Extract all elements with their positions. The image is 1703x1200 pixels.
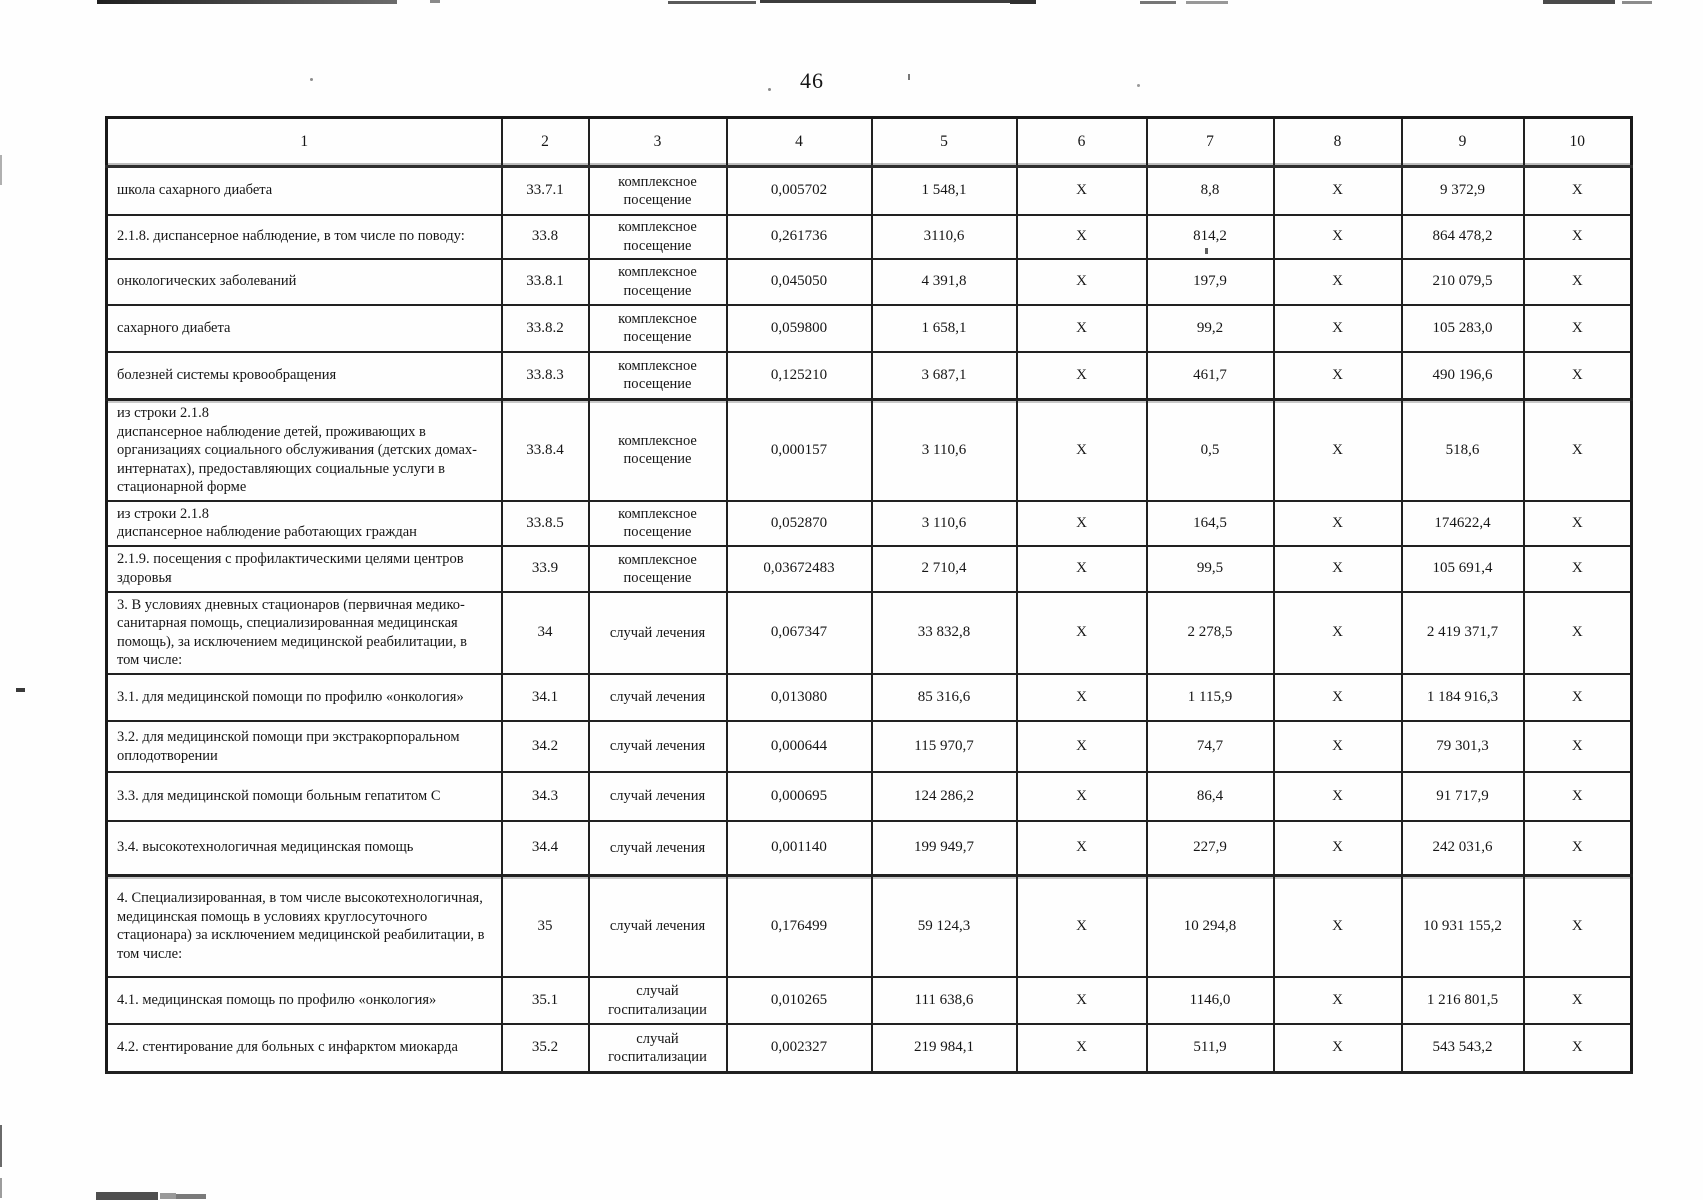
column-header: 5 bbox=[872, 118, 1017, 167]
data-cell: 34.1 bbox=[502, 674, 589, 721]
data-cell: комплексное посещение bbox=[589, 400, 727, 501]
data-cell: 0,000695 bbox=[727, 772, 872, 821]
scan-artifact bbox=[1140, 1, 1176, 4]
data-cell: 174622,4 bbox=[1402, 501, 1524, 546]
data-cell: 1 658,1 bbox=[872, 305, 1017, 352]
scan-artifact bbox=[1137, 84, 1140, 87]
data-cell: случай госпитализации bbox=[589, 977, 727, 1024]
scan-artifact bbox=[1010, 0, 1036, 4]
scan-artifact bbox=[1622, 1, 1652, 4]
data-cell: 210 079,5 bbox=[1402, 259, 1524, 305]
data-cell: 242 031,6 bbox=[1402, 821, 1524, 875]
data-cell: 0,03672483 bbox=[727, 546, 872, 592]
data-cell: X bbox=[1017, 674, 1147, 721]
data-cell: 461,7 bbox=[1147, 352, 1274, 400]
data-cell: X bbox=[1274, 674, 1402, 721]
data-cell: 1 184 916,3 bbox=[1402, 674, 1524, 721]
data-cell: 2 419 371,7 bbox=[1402, 592, 1524, 674]
data-cell: 0,052870 bbox=[727, 501, 872, 546]
data-cell: 199 949,7 bbox=[872, 821, 1017, 875]
row-label-cell: 3.2. для медицинской помощи при экстракорпоральном оплодотворении bbox=[107, 721, 502, 772]
data-cell: X bbox=[1524, 821, 1632, 875]
column-header: 9 bbox=[1402, 118, 1524, 167]
data-cell: 10 294,8 bbox=[1147, 875, 1274, 977]
data-cell: X bbox=[1274, 400, 1402, 501]
table-row bbox=[107, 305, 1632, 352]
column-header: 8 bbox=[1274, 118, 1402, 167]
data-cell: 74,7 bbox=[1147, 721, 1274, 772]
scan-artifact bbox=[96, 1192, 158, 1200]
data-cell: 33.8.4 bbox=[502, 400, 589, 501]
scan-artifact bbox=[97, 0, 397, 4]
scan-artifact bbox=[668, 1, 756, 4]
scan-artifact bbox=[760, 0, 1032, 3]
data-cell: 0,013080 bbox=[727, 674, 872, 721]
scan-artifact bbox=[0, 1178, 2, 1198]
scan-artifact bbox=[160, 1193, 176, 1199]
data-cell: 0,010265 bbox=[727, 977, 872, 1024]
data-cell: X bbox=[1524, 772, 1632, 821]
data-cell: 518,6 bbox=[1402, 400, 1524, 501]
data-cell: X bbox=[1524, 875, 1632, 977]
data-cell: X bbox=[1017, 167, 1147, 215]
column-header: 6 bbox=[1017, 118, 1147, 167]
data-cell: 0,002327 bbox=[727, 1024, 872, 1072]
table-row bbox=[107, 772, 1632, 821]
data-cell: 105 283,0 bbox=[1402, 305, 1524, 352]
data-cell: 0,045050 bbox=[727, 259, 872, 305]
data-cell: X bbox=[1524, 592, 1632, 674]
column-header: 2 bbox=[502, 118, 589, 167]
data-cell: X bbox=[1274, 592, 1402, 674]
data-cell: X bbox=[1274, 977, 1402, 1024]
table-row bbox=[107, 674, 1632, 721]
scan-artifact bbox=[430, 0, 440, 3]
data-cell: 33.8.2 bbox=[502, 305, 589, 352]
table-header bbox=[107, 118, 1632, 167]
row-label-cell: 3.1. для медицинской помощи по профилю «онкология» bbox=[107, 674, 502, 721]
data-cell: 0,125210 bbox=[727, 352, 872, 400]
table-row bbox=[107, 546, 1632, 592]
data-cell: X bbox=[1524, 167, 1632, 215]
row-label-cell: 4. Специализированная, в том числе высокотехнологичная, медицинская помощь в условиях круглосуточного стационара) за исключением медицинской реабилитации, в том числе: bbox=[107, 875, 502, 977]
data-cell: 3 110,6 bbox=[872, 501, 1017, 546]
data-cell: X bbox=[1017, 772, 1147, 821]
data-cell: 124 286,2 bbox=[872, 772, 1017, 821]
scan-artifact bbox=[1186, 1, 1228, 4]
row-label-cell: онкологических заболеваний bbox=[107, 259, 502, 305]
data-cell: 33.8.3 bbox=[502, 352, 589, 400]
data-cell: 35.2 bbox=[502, 1024, 589, 1072]
data-cell: случай лечения bbox=[589, 821, 727, 875]
data-cell: X bbox=[1524, 305, 1632, 352]
data-cell: X bbox=[1017, 501, 1147, 546]
data-cell: случай лечения bbox=[589, 875, 727, 977]
row-label-cell: 3. В условиях дневных стационаров (первичная медико-санитарная помощь, специализированная медицинская помощь), за исключением медицинской реабилитации, в том числе: bbox=[107, 592, 502, 674]
data-cell: 33.8 bbox=[502, 215, 589, 259]
data-cell: случай лечения bbox=[589, 592, 727, 674]
data-cell: комплексное посещение bbox=[589, 501, 727, 546]
table-row bbox=[107, 592, 1632, 674]
table-row bbox=[107, 167, 1632, 215]
data-cell: 2 278,5 bbox=[1147, 592, 1274, 674]
data-cell: 105 691,4 bbox=[1402, 546, 1524, 592]
data-cell: 85 316,6 bbox=[872, 674, 1017, 721]
data-cell: X bbox=[1017, 977, 1147, 1024]
data-cell: X bbox=[1524, 721, 1632, 772]
data-cell: X bbox=[1524, 674, 1632, 721]
data-cell: 0,059800 bbox=[727, 305, 872, 352]
data-cell: 0,261736 bbox=[727, 215, 872, 259]
data-cell: X bbox=[1524, 215, 1632, 259]
data-cell: 34 bbox=[502, 592, 589, 674]
data-cell: X bbox=[1274, 821, 1402, 875]
data-cell: X bbox=[1274, 305, 1402, 352]
data-cell: 511,9 bbox=[1147, 1024, 1274, 1072]
data-cell: 0,067347 bbox=[727, 592, 872, 674]
data-cell: 10 931 155,2 bbox=[1402, 875, 1524, 977]
data-cell: 164,5 bbox=[1147, 501, 1274, 546]
data-cell: 1 216 801,5 bbox=[1402, 977, 1524, 1024]
table-row bbox=[107, 215, 1632, 259]
data-cell: X bbox=[1274, 501, 1402, 546]
data-cell: комплексное посещение bbox=[589, 546, 727, 592]
table-row bbox=[107, 977, 1632, 1024]
data-cell: 33.8.1 bbox=[502, 259, 589, 305]
data-cell: 814,2 bbox=[1147, 215, 1274, 259]
data-cell: X bbox=[1017, 400, 1147, 501]
scan-artifact bbox=[16, 688, 25, 692]
data-cell: X bbox=[1017, 821, 1147, 875]
data-cell: 1146,0 bbox=[1147, 977, 1274, 1024]
data-cell: 543 543,2 bbox=[1402, 1024, 1524, 1072]
table-body bbox=[107, 167, 1632, 1073]
table-row bbox=[107, 259, 1632, 305]
data-cell: 35.1 bbox=[502, 977, 589, 1024]
data-cell: 0,001140 bbox=[727, 821, 872, 875]
data-cell: 1 115,9 bbox=[1147, 674, 1274, 721]
data-cell: 34.4 bbox=[502, 821, 589, 875]
data-cell: 0,000157 bbox=[727, 400, 872, 501]
scan-artifact bbox=[0, 155, 2, 185]
data-cell: X bbox=[1524, 259, 1632, 305]
data-cell: X bbox=[1017, 1024, 1147, 1072]
data-cell: случай лечения bbox=[589, 772, 727, 821]
data-cell: 0,5 bbox=[1147, 400, 1274, 501]
data-cell: 34.3 bbox=[502, 772, 589, 821]
table-row bbox=[107, 821, 1632, 875]
table-row bbox=[107, 400, 1632, 501]
row-label-cell: болезней системы кровообращения bbox=[107, 352, 502, 400]
data-cell: 115 970,7 bbox=[872, 721, 1017, 772]
data-cell: 35 bbox=[502, 875, 589, 977]
data-cell: X bbox=[1017, 215, 1147, 259]
row-label-cell: 2.1.9. посещения с профилактическими целями центров здоровья bbox=[107, 546, 502, 592]
data-cell: 2 710,4 bbox=[872, 546, 1017, 592]
data-cell: X bbox=[1017, 352, 1147, 400]
data-cell: случай лечения bbox=[589, 674, 727, 721]
data-cell: X bbox=[1274, 167, 1402, 215]
table-row bbox=[107, 1024, 1632, 1072]
data-cell: X bbox=[1524, 1024, 1632, 1072]
data-cell: 219 984,1 bbox=[872, 1024, 1017, 1072]
data-cell: X bbox=[1274, 875, 1402, 977]
row-label-cell: из строки 2.1.8 диспансерное наблюдение детей, проживающих в организациях социального обслуживания (детских домах-интернатах), предоставляющих социальные услуги в стационарной форме bbox=[107, 400, 502, 501]
scan-artifact bbox=[908, 74, 910, 80]
column-header: 7 bbox=[1147, 118, 1274, 167]
data-cell: X bbox=[1017, 721, 1147, 772]
data-cell: 4 391,8 bbox=[872, 259, 1017, 305]
data-cell: комплексное посещение bbox=[589, 259, 727, 305]
data-cell: X bbox=[1524, 546, 1632, 592]
row-label-cell: 3.3. для медицинской помощи больным гепатитом С bbox=[107, 772, 502, 821]
data-cell: комплексное посещение bbox=[589, 167, 727, 215]
data-cell: 33.7.1 bbox=[502, 167, 589, 215]
table-row bbox=[107, 501, 1632, 546]
row-label-cell: 2.1.8. диспансерное наблюдение, в том числе по поводу: bbox=[107, 215, 502, 259]
row-label-cell: сахарного диабета bbox=[107, 305, 502, 352]
data-cell: 86,4 bbox=[1147, 772, 1274, 821]
data-cell: X bbox=[1524, 501, 1632, 546]
data-cell: X bbox=[1017, 875, 1147, 977]
header-row bbox=[107, 118, 1632, 167]
data-cell: 59 124,3 bbox=[872, 875, 1017, 977]
data-cell: 227,9 bbox=[1147, 821, 1274, 875]
data-cell: 91 717,9 bbox=[1402, 772, 1524, 821]
data-cell: 197,9 bbox=[1147, 259, 1274, 305]
column-header: 1 bbox=[107, 118, 502, 167]
data-cell: 0,000644 bbox=[727, 721, 872, 772]
data-cell: комплексное посещение bbox=[589, 215, 727, 259]
column-header: 3 bbox=[589, 118, 727, 167]
table-row bbox=[107, 352, 1632, 400]
data-cell: X bbox=[1524, 400, 1632, 501]
data-cell: X bbox=[1274, 259, 1402, 305]
scan-artifact bbox=[768, 88, 771, 91]
data-cell: 0,005702 bbox=[727, 167, 872, 215]
data-cell: 1 548,1 bbox=[872, 167, 1017, 215]
data-cell: 33.9 bbox=[502, 546, 589, 592]
data-cell: 79 301,3 bbox=[1402, 721, 1524, 772]
scan-artifact bbox=[1543, 0, 1615, 4]
row-label-cell: 4.1. медицинская помощь по профилю «онкология» bbox=[107, 977, 502, 1024]
data-cell: X bbox=[1274, 546, 1402, 592]
data-cell: 9 372,9 bbox=[1402, 167, 1524, 215]
data-cell: 0,176499 bbox=[727, 875, 872, 977]
scan-artifact bbox=[310, 78, 313, 81]
data-cell: X bbox=[1017, 592, 1147, 674]
data-cell: 111 638,6 bbox=[872, 977, 1017, 1024]
data-cell: случай лечения bbox=[589, 721, 727, 772]
table-row bbox=[107, 721, 1632, 772]
row-label-cell: 3.4. высокотехнологичная медицинская помощь bbox=[107, 821, 502, 875]
column-header: 4 bbox=[727, 118, 872, 167]
data-cell: 99,2 bbox=[1147, 305, 1274, 352]
tariff-table bbox=[105, 116, 1633, 1074]
data-cell: X bbox=[1017, 546, 1147, 592]
column-header: 10 bbox=[1524, 118, 1632, 167]
data-cell: 490 196,6 bbox=[1402, 352, 1524, 400]
data-cell: комплексное посещение bbox=[589, 352, 727, 400]
data-cell: X bbox=[1274, 352, 1402, 400]
row-label-cell: школа сахарного диабета bbox=[107, 167, 502, 215]
data-cell: 864 478,2 bbox=[1402, 215, 1524, 259]
data-cell: 33 832,8 bbox=[872, 592, 1017, 674]
data-cell: X bbox=[1017, 305, 1147, 352]
page-number: 46 bbox=[800, 68, 824, 93]
data-cell: 33.8.5 bbox=[502, 501, 589, 546]
data-cell: X bbox=[1274, 721, 1402, 772]
scan-artifact bbox=[176, 1194, 206, 1199]
data-cell: X bbox=[1274, 1024, 1402, 1072]
data-cell: 3110,6 bbox=[872, 215, 1017, 259]
data-cell: X bbox=[1017, 259, 1147, 305]
data-cell: X bbox=[1524, 352, 1632, 400]
scan-artifact bbox=[0, 1125, 2, 1167]
data-cell: X bbox=[1524, 977, 1632, 1024]
data-cell: 3 110,6 bbox=[872, 400, 1017, 501]
data-cell: X bbox=[1274, 772, 1402, 821]
row-label-cell: из строки 2.1.8 диспансерное наблюдение работающих граждан bbox=[107, 501, 502, 546]
data-cell: 8,8 bbox=[1147, 167, 1274, 215]
row-label-cell: 4.2. стентирование для больных с инфарктом миокарда bbox=[107, 1024, 502, 1072]
data-cell: 3 687,1 bbox=[872, 352, 1017, 400]
table-row bbox=[107, 875, 1632, 977]
data-cell: случай госпитализации bbox=[589, 1024, 727, 1072]
data-cell: 34.2 bbox=[502, 721, 589, 772]
data-cell: 99,5 bbox=[1147, 546, 1274, 592]
data-cell: X bbox=[1274, 215, 1402, 259]
data-cell: комплексное посещение bbox=[589, 305, 727, 352]
